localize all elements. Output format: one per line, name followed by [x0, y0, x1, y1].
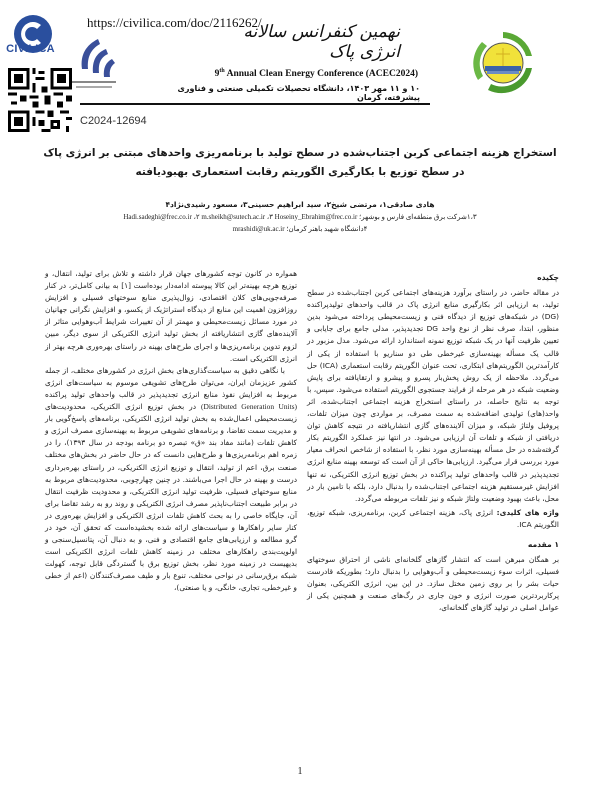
page-number: 1: [297, 766, 303, 777]
conference-logo-icon: [468, 28, 538, 98]
paper-authors: هادی صادقی۱، مرتضی شیخ۲، سید ابراهیم حسینی۳، مسعود رشیدی‌نژاد۴: [165, 200, 435, 209]
para2-part-2: در بخش توزیع انرژی الکتریکی، محدودیت‌های زیست‌محیطی اعمال‌شده به بخش تولید انرژی الکتریکی، برنامه‌های پاسخ‌گویی بار و مدیریت سمت تقاضا، و برنامه‌های تشویقی مربوط به بهینه‌سازی مصرف انرژی و کاهش تلفات (مانند مفاد بند «ق» تبصره دو برنامه بودجه در سال ۱۳۹۳)، را در زمره اهم برنامه‌ریزی‌ها و طرح‌هایی دانست که در حال حاضر در بخش‌های مختلف صنعت برق، اعم از تولید، انتقال و توزیع انرژی الکتریکی، در راستای بهره‌برداری درست و بهینه در حال اجرا می‌باشند. در چنین چهارچوبی، محدودیت‌های مربوط به منابع سوختهای فسیلی، ظرفیت تولید انرژی الکتریکی، و محدودیت ظرفیت انتقال در برابر طبیعت اجتناب‌ناپذیر مصرف انرژی الکتریکی و روند رو به رشد تقاضا برای آن، جایگاه خاصی را به بحث کاهش تلفات انرژی الکتریکی و افزایش بهره‌وری در کنار سایر راهکارها و سیاست‌های ارائه شده بخشیده‌است که تحقق آن، خود در گرو مطالعه و ارزیابی‌های جامع اقتصادی و فنی، و به دنبال آن، پتانسیل‌سنجی و اولویت‌بندی راهکارهای مختلف در زمینه کاهش تلفات انرژی الکتریکی است بدیهیست در زمینه مورد نظر، بخش توزیع برق با گستردگی قابل توجه، کهولت شبکه برق‌رسانی در نواحی مختلف، تنوع بار و طیف مصرف‌کنندگان (اعم از خطی و غیرخطی، تجاری، خانگی، و یا صنعتی)،: [45, 402, 297, 593]
keywords: [307, 507, 559, 531]
para2-part-1: با نگاهی دقیق به سیاست‌گذاری‌های بخش انرژی در کشورهای مختلف، از جمله کشور عزیزمان ایران، می‌توان طرح‌های تشویقی موسوم به سیاست‌های انرژی مربوط به افزایش نفوذ منابع انرژی تجدیدپذیر در قالب واحدهای تولید پراکنده: [45, 365, 297, 399]
university-logo-icon: [68, 35, 120, 93]
edition-number: 9: [214, 69, 220, 80]
abstract-heading: چکیده: [537, 273, 559, 282]
civilica-label: CIVILICA: [6, 43, 55, 55]
document-url-link[interactable]: https://civilica.com/doc/2116262/: [87, 15, 262, 30]
paper-title-line-1: استخراج هزینه اجتماعی کربن اجتناب‌شده در سطح تولید با برنامه‌ریزی واحدهای مبتنی بر انرژی پاک: [43, 147, 557, 159]
qr-code-icon[interactable]: [8, 68, 72, 132]
introduction-paragraph-2: [45, 365, 297, 595]
conference-title-fa: نهمین کنفرانس سالانه انرژی پاک: [243, 22, 400, 62]
conference-name-en: Annual Clean Energy Conference (ACEC2024): [226, 69, 418, 80]
right-column: [307, 272, 559, 615]
paper-title: [40, 144, 560, 182]
left-column: [45, 268, 297, 595]
abstract-text: در مقاله حاضر، در راستای برآورد هزینه‌های اجتماعی کربن اجتناب‌شده در سطح تولید، به ارزیابی اثر بکارگیری منابع انرژی پاک در قالب واحدهای تولیدپراکنده (DG) در شبکه‌های توزیع از دیدگاه فنی و زیست‌محیطی پرداخته می‌شود بدین منظور، ابتدا، صرف نظر از نوع واحد DG تجدیدپذیر، مدلی جامع برای جایابی و تعیین ظرفیت آنها در یک شبکه توزیع نمونه استاندارد ارائه می‌شود. مدل مزبور در قالب یک مسأله بهینه‌سازی غیرخطی طی دو سناریو با استفاده از یکی از کارآمدترین الگوریتم‌های ابتکاری، تحت عنوان الگوریتم رقابت استعماری (ICA) حل می‌گردد. ملاحظه از یک روش پخش‌بار پسرو و پیشرو و ارتقایافته برای پایش وضعیت شبکه در هر مرحله از فرایند جستجوی الگوریتم استفاده می‌شود. سپس، با توجه به نتایج حاصله، در راستای استخراج هزینه اجتماعی اجتناب‌شده، اثر واحد(های) تولیدی اضافه‌شده به سمت مصرف، بر مواردی چون میزان تلفات، پروفیل ولتاژ شبکه، و میزان آلاینده‌های گازی انتشاریافته در نتیجه کاهش توان دریافتی از شبکه و تلفات آن ارزیابی می‌شود. در انتها نیز عملکرد الگوریتم بکار گرفته‌شده در حل مسأله بهینه‌سازی مورد نظر، با استفاده از شاخص انحراف معیار مورد بررسی قرار می‌گیرد. ارزیابی‌ها حاکی از آن است که توسعه بهینه منابع انرژی تجدیدپذیر در قالب واحدهای تولید پراکنده در بخش توزیع انرژی الکتریکی، نه تنها افزایش غیرمستقیم هزینه اجتماعی اجتناب‌شده را بدنبال دارد، بلکه با تامین بار در محل، باعث بهبود وضعیت ولتاژ شبکه و نیز تلفات مربوطه می‌گردد.: [307, 288, 559, 503]
conference-title-en: [188, 68, 418, 79]
introduction-paragraph-1: همواره در کانون توجه کشورهای جهان قرار داشته و تلاش برای تولید، انتقال، و توزیع هرچه بهینه‌تر این کالا پیوسته ادامه‌دار بوده‌است [۱] به بیانی کامل‌تر، در کنار صرفه‌جویی‌های کلان اقتصادی، زوال‌پذیری منابع سوختهای فسیلی و افزایش روزافزون اهمیت این منابع از دیدگاه استراتژیک از یکسو، و افزایش نگرانی جهانیان در مورد مسائل زیست‌محیطی و مهمتر از آن تغییرات شرایط آب‌وهوایی متاثر از آلاینده‌های گازی انتشاریافته از بخش تولید انرژی الکتریکی از سوی دیگر، مبین لزوم تدوین برنامه‌ریزی‌ها و اجرای طرح‌های بهینه در راستای بهره‌وری هرچه بهتر از انرژی الکتریکی است.: [45, 269, 297, 363]
keywords-label: واژه های کلیدی:: [496, 507, 559, 517]
introduction-text-right: بر همگان مبرهن است که انتشار گازهای گلخانه‌ای ناشی از احتراق سوختهای فسیلی، اثرات سوء زیست‌محیطی و آب‌وهوایی را بدنبال دارد؛ بطوریکه قادرست حیات بشر را بر روی زمین مختل سازد. در این بین، انرژی الکتریکی، بعنوان پرکاربردترین صورت انرژی و خون جاری در رگ‌های صنعت و همچنین یکی از عوامل اصلی در تولید گازهای گلخانه‌ای،: [307, 555, 559, 613]
introduction-heading: ۱ مقدمه: [527, 539, 559, 549]
header-divider: [80, 103, 430, 105]
para2-english-term: (Distributed Generation Units): [201, 402, 297, 412]
paper-title-line-2: در سطح توزیع با بکارگیری الگوریتم رقابت استعماری بهبودیافته: [135, 166, 465, 178]
edition-suffix: th: [219, 68, 225, 74]
conference-date-venue: ۱۰ و ۱۱ مهر ۱۴۰۳، دانشگاه تحصیلات تکمیلی صنعتی و فناوری پیشرفته، کرمان: [177, 84, 420, 102]
keywords-text: انرژی پاک، هزینه اجتماعی کربن، برنامه‌ریزی، شبکه توزیع، الگوریتم ICA.: [307, 507, 559, 529]
affiliation-2: ۴دانشگاه شهید باهنر کرمان؛ mrashidi@uk.ac.ir: [232, 225, 368, 233]
document-code: C2024-12694: [80, 115, 147, 127]
affiliation-1: ۱،۳شرکت برق منطقه‌ای فارس و بوشهر؛ Hadi.sadeghi@frec.co.ir ،۲ m.sheikh@sutech.ac.ir ،۳ Hoseiny_Ebrahim@frec.co.ir: [123, 213, 477, 221]
